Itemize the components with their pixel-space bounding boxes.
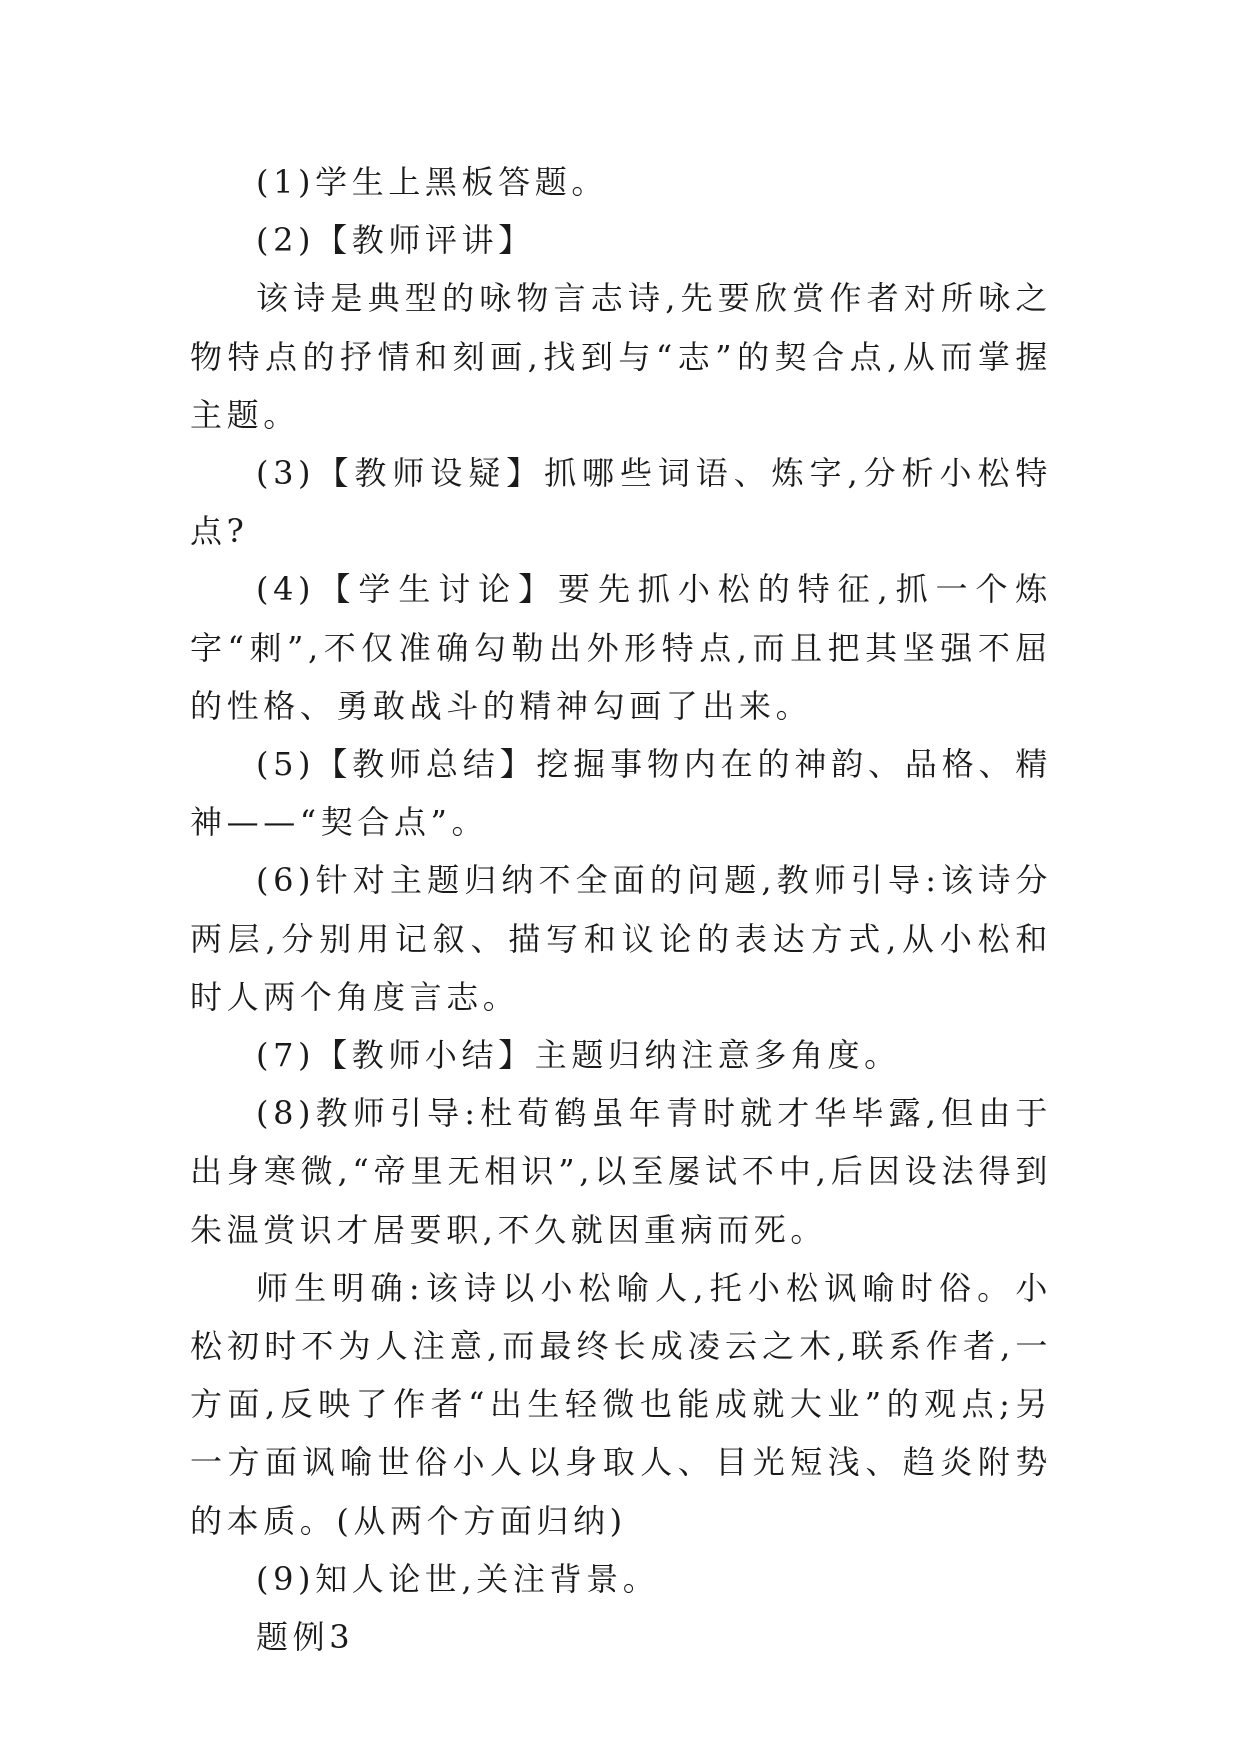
paragraph-step-4: (4)【学生讨论】要先抓小松的特征,抓一个炼字“刺”,不仅准确勾勒出外形特点,而且把其坚强不屈的性格、勇敢战斗的精神勾画了出来。 [190,570,1052,725]
paragraph-step-5: (5)【教师总结】挖掘事物内在的神韵、品格、精神——“契合点”。 [190,745,1052,842]
paragraph-teacher-comment: 该诗是典型的咏物言志诗,先要欣赏作者对所咏之物特点的抒情和刻画,找到与“志”的契合点,从而掌握主题。 [190,279,1052,434]
paragraph-step-2: (2)【教师评讲】 [256,221,535,260]
paragraph-step-8: (8)教师引导:杜荀鹤虽年青时就才华毕露,但由于出身寒微,“帝里无相识”,以至屡试不中,后因设法得到朱温赏识才居要职,不久就因重病而死。 [190,1094,1052,1249]
paragraph-step-7: (7)【教师小结】主题归纳注意多角度。 [256,1036,901,1075]
paragraph-step-6: (6)针对主题归纳不全面的问题,教师引导:该诗分两层,分别用记叙、描写和议论的表达方式,从小松和时人两个角度言志。 [190,861,1052,1016]
paragraph-step-3: (3)【教师设疑】抓哪些词语、炼字,分析小松特点? [190,454,1052,551]
document-body [190,153,1052,1666]
paragraph-step-1: (1)学生上黑板答题。 [256,163,608,201]
paragraph-example-heading: 题例3 [256,1618,355,1657]
paragraph-step-9: (9)知人论世,关注背景。 [256,1559,660,1598]
paragraph-conclusion: 师生明确:该诗以小松喻人,托小松讽喻时俗。小松初时不为人注意,而最终长成凌云之木,联系作者,一方面,反映了作者“出生轻微也能成就大业”的观点;另一方面讽喻世俗小人以身取人、目光短浅、趋炎附势的本质。(从两个方面归纳) [190,1268,1052,1540]
